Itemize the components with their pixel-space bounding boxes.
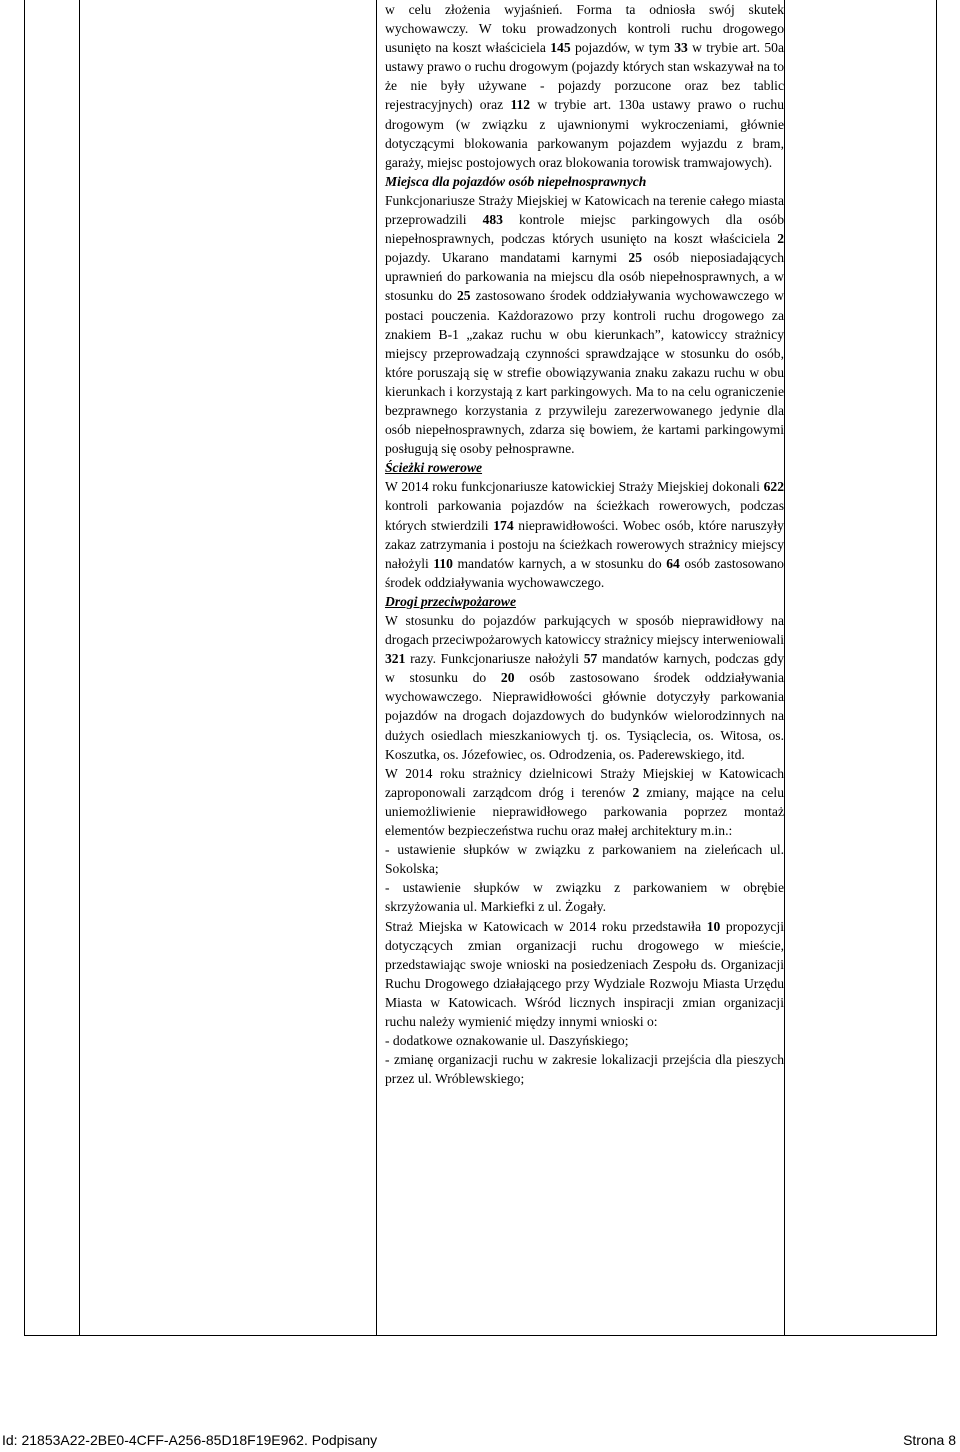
text-run: W stosunku do pojazdów parkujących w sposób nieprawidłowy na drogach przeciwpożarowych katowiccy strażnicy miejscy interweniowali <box>385 613 784 648</box>
text-run: W 2014 roku strażnicy dzielnicowi Straży Miejskiej w Katowicach zaproponowali zarządcom dróg i terenów <box>385 765 784 800</box>
text-run: kontroli parkowania pojazdów na ścieżkach rowerowych, podczas których stwierdzili <box>385 498 784 533</box>
bold-figure: 10 <box>706 918 721 934</box>
paragraph <box>385 878 784 916</box>
text-run: zmiany, mające na celu uniemożliwienie nieprawidłowego parkowania poprzez montaż elementów bezpieczeństwa ruchu oraz małej architektury m.in.: <box>385 784 784 839</box>
paragraph <box>385 764 784 840</box>
text-run: Funkcjonariusze Straży Miejskiej w Katowicach na terenie całego miasta przeprowadzili <box>385 192 784 228</box>
bold-figure: 2 <box>632 784 640 800</box>
bold-figure: 483 <box>482 212 503 228</box>
paragraph <box>385 1031 784 1050</box>
paragraph <box>385 477 784 592</box>
text-run: kontrole miejsc parkingowych dla osób niepełnosprawnych, podczas których usunięto na koszt właściciela <box>385 212 784 247</box>
text-run: W 2014 roku funkcjonariusze katowickiej Straży Miejskiej dokonali <box>385 479 764 495</box>
paragraph <box>385 191 784 458</box>
bold-figure: 321 <box>385 651 406 667</box>
text-run: Straż Miejska w Katowicach w 2014 roku przedstawiła <box>385 918 707 934</box>
column-divider <box>376 0 377 1335</box>
text-run: razy. Funkcjonariusze nałożyli <box>405 651 584 667</box>
text-run: w celu złożenia wyjaśnień. Forma ta odniosła swój skutek wychowawczy. W toku prowadzonych kontroli ruchu drogowego usunięto na koszt właściciela <box>385 2 784 56</box>
section-heading <box>385 592 784 611</box>
text-run: Miejsca dla pojazdów osób niepełnosprawnych <box>385 173 647 189</box>
paragraph <box>385 917 784 1032</box>
text-run: pojazdów, w tym <box>570 40 675 56</box>
section-heading <box>385 172 784 191</box>
bold-figure: 25 <box>628 250 643 266</box>
paragraph <box>385 1050 784 1088</box>
text-run: - ustawienie słupków w związku z parkowaniem na zieleńcach ul. Sokolska; <box>385 842 784 877</box>
text-run: w trybie art. 130a ustawy prawo o ruchu drogowym (w związku z ujawnionymi wykroczeniami, głównie dotyczącymi blokowania parkowanym pojazdem wyjazdu z bram, garaży, miejsc postojowych oraz blokowania torowisk tramwajowych). <box>385 97 784 170</box>
bold-figure: 57 <box>583 651 598 667</box>
column-divider <box>784 0 785 1335</box>
text-run: mandatów karnych, podczas gdy w stosunku do <box>385 651 785 686</box>
text-run: propozycji dotyczących zmian organizacji ruchu drogowego w mieście, przedstawiając swoje wnioski na posiedzeniach Zespołu ds. Organizacji Ruchu Drogowego działającego przy Wydziale Rozwoju Miasta Urzędu Miasta w Katowicach. Wśród licznych inspiracji zmian organizacji ruchu należy wymienić między innymi wnioski o: <box>385 918 785 1029</box>
text-run: osób zastosowano środek oddziaływania wychowawczego. <box>385 555 784 590</box>
document-id: Id: 21853A22-2BE0-4CFF-A256-85D18F19E962. Podpisany <box>2 1432 378 1448</box>
bold-figure: 622 <box>763 479 784 495</box>
text-run: mandatów karnych, a w stosunku do <box>452 555 667 571</box>
page-number: Strona 8 <box>903 1432 956 1448</box>
text-run: pojazdy. Ukarano mandatami karnymi <box>385 250 629 266</box>
text-run: - zmianę organizacji ruchu w zakresie lokalizacji przejścia dla pieszych przez ul. Wróblewskiego; <box>385 1052 784 1087</box>
text-run: Drogi przeciwpożarowe <box>385 593 517 609</box>
paragraph <box>385 840 784 878</box>
text-run: Ścieżki rowerowe <box>385 460 483 476</box>
bold-figure: 112 <box>510 97 531 113</box>
bold-figure: 64 <box>666 555 680 571</box>
bold-figure: 174 <box>493 517 514 533</box>
page-footer <box>0 1432 960 1452</box>
text-run: - dodatkowe oznakowanie ul. Daszyńskiego; <box>385 1033 629 1049</box>
text-run: - ustawienie słupków w związku z parkowaniem w obrębie skrzyżowania ul. Markiefki z ul. Żogały. <box>385 880 784 915</box>
text-run: nieprawidłowości. Wobec osób, które naruszyły zakaz zatrzymania i postoju na ścieżkach rowerowych strażnicy miejscy nałożyli <box>385 517 784 571</box>
bold-figure: 2 <box>777 231 784 247</box>
text-run: zastosowano środek oddziaływania wychowawczego w postaci pouczenia. Każdorazowo przy kontroli ruchu drogowego za znakiem B-1 „zakaz ruchu w obu kierunkach”, katowiccy strażnicy miejscy przeprowadzają czynności sprawdzające w stosunku do osób, które poruszają się w strefie obowiązywania znaku zakazu ruchu w obu kierunkach i korzystają z kart parkingowych. Ma to na celu ograniczenie bezprawnego korzystania z przywileju zarezerwowanego jedynie dla osób niepełnosprawnych, zdarza się bowiem, że kartami parkingowymi posługują się osoby pełnosprawne. <box>385 288 785 457</box>
section-heading <box>385 458 784 477</box>
text-run: osób nieposiadających uprawnień do parkowania na miejscu dla osób niepełnosprawnych, a w stosunku do <box>385 250 784 304</box>
column-divider <box>79 0 80 1335</box>
text-run: osób zastosowano środek oddziaływania wychowawczego. Nieprawidłowości głównie dotyczyły parkowania pojazdów na drogach dojazdowych do budynków wielorodzinnych na dużych osiedlach mieszkaniowych tj. os. Tysiąclecia, os. Witosa, os. Koszutka, os. Józefowiec, os. Odrodzenia, os. Paderewskiego, itd. <box>385 670 785 762</box>
document-body <box>385 0 784 1088</box>
paragraph <box>385 611 784 764</box>
bold-figure: 25 <box>456 288 471 304</box>
text-run: w trybie art. 50a ustawy prawo o ruchu drogowym (pojazdy których stan wskazywał na to że nie były używane - pojazdy porzucone oraz bez tablic rejestracyjnych) oraz <box>385 40 785 113</box>
bold-figure: 20 <box>500 670 515 686</box>
bold-figure: 33 <box>674 40 688 56</box>
bold-figure: 110 <box>433 555 453 571</box>
paragraph <box>385 0 784 172</box>
bold-figure: 145 <box>550 40 571 56</box>
